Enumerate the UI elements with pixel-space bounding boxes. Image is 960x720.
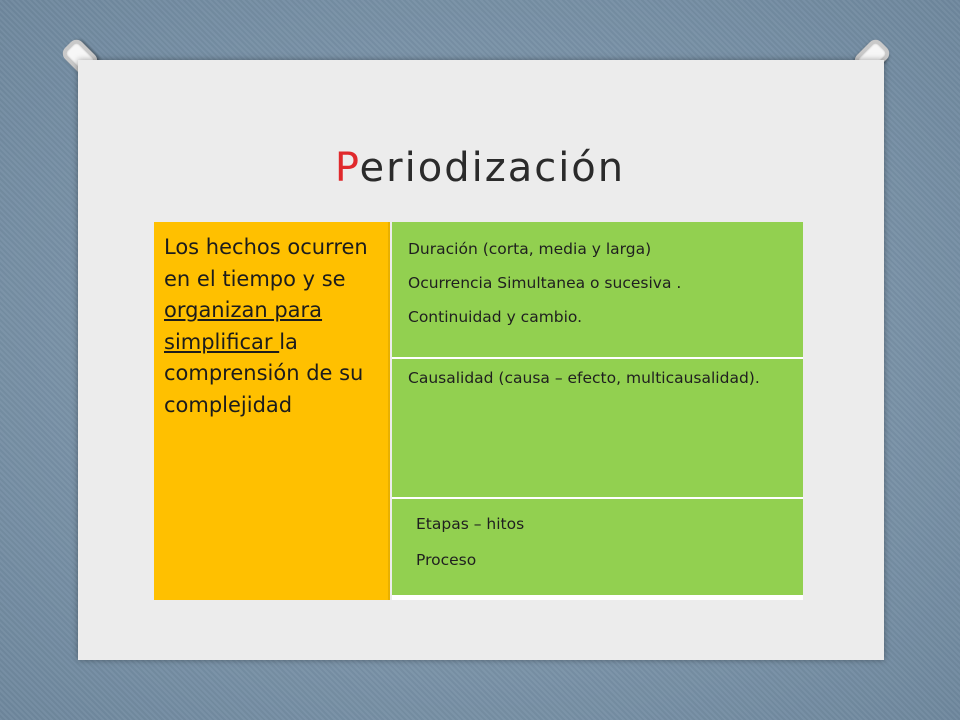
cell-line: Causalidad (causa – efecto, multicausalidad). — [408, 369, 760, 387]
cell-line: Continuidad y cambio. — [408, 308, 583, 326]
cell-line: Proceso — [416, 551, 477, 569]
characteristics-cell-time — [392, 222, 803, 357]
title-first-letter: P — [334, 144, 360, 191]
concept-text-start: Los hechos ocurren en el tiempo y se — [164, 235, 368, 291]
cell-line: Etapas – hitos — [416, 515, 525, 533]
concept-text-end: la comprensión de su complejidad — [164, 329, 364, 417]
page-title — [0, 145, 960, 191]
characteristics-cell-stages — [392, 499, 803, 595]
concept-box — [154, 222, 390, 600]
characteristics-column — [392, 222, 803, 600]
cell-line: Ocurrencia Simultanea o sucesiva . — [408, 274, 682, 292]
characteristics-cell-causality — [392, 359, 803, 497]
concept-text-underlined: organizan para simplificar — [164, 298, 323, 354]
concept-text — [164, 232, 382, 421]
cell-line: Duración (corta, media y larga) — [408, 240, 652, 258]
title-rest: eriodización — [359, 144, 626, 191]
